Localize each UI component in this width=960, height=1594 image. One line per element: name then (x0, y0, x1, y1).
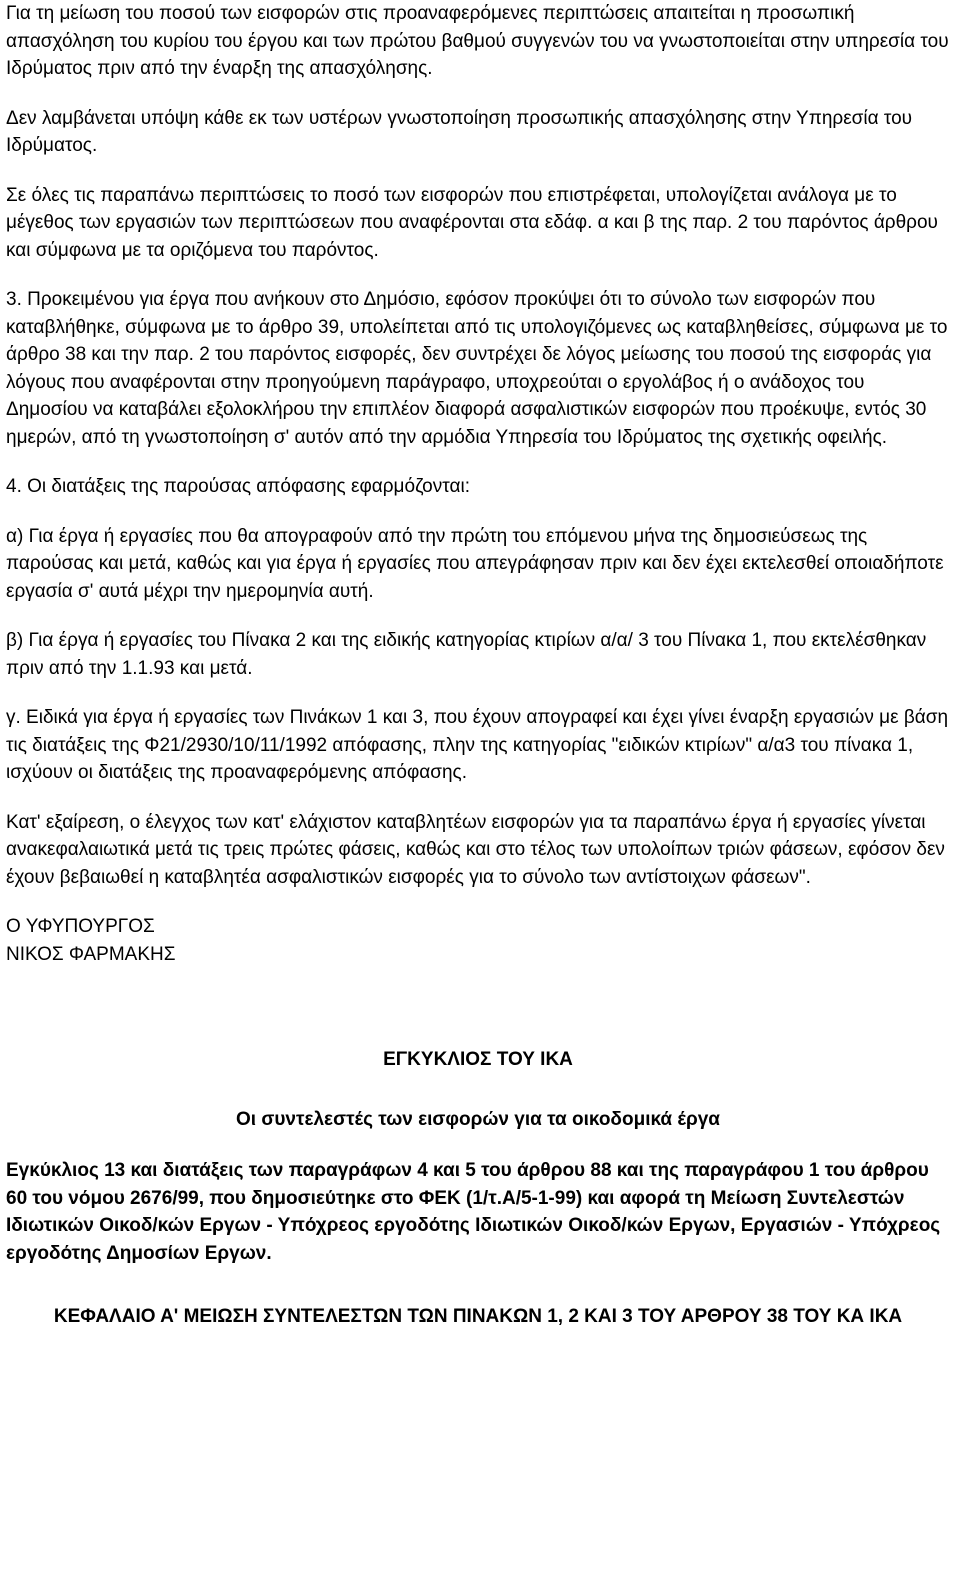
circular-subheading: Οι συντελεστές των εισφορών για τα οικοδομικά έργα (236, 1108, 720, 1130)
paragraph-exception: Κατ' εξαίρεση, ο έλεγχος των κατ' ελάχιστον καταβλητέων εισφορών για τα παραπάνω έργα ή εργασίες γίνεται ανακεφαλαιωτικά μετά τις τρεις πρώτες φάσεις, καθώς και στο τέλος των υπολοίπων τριών φάσεων, εφόσον δεν έχουν βεβαιωθεί η καταβλητέα ασφαλιστικών εισφορές για το σύνολο των αντίστοιχων φάσεων". (6, 811, 945, 888)
chapter-heading: ΚΕΦΑΛΑΙΟ Α' ΜΕΙΩΣΗ ΣΥΝΤΕΛΕΣΤΩΝ ΤΩΝ ΠΙΝΑΚΩΝ 1, 2 ΚΑΙ 3 ΤΟΥ ΑΡΘΡΟΥ 38 ΤΟΥ ΚΑ ΙΚΑ (53, 1306, 903, 1327)
paragraph-3-public-works: 3. Προκειμένου για έργα που ανήκουν στο Δημόσιο, εφόσον προκύψει ότι το σύνολο των εισφορών που καταβλήθηκε, σύμφωνα με το άρθρο 39, υπολείπεται από τις υπολογιζόμενες ως καταβληθείσες, σύμφωνα με το άρθρο 38 και την παρ. 2 του παρόντος εισφορές, δεν συντρέχει δε λόγος μείωσης του ποσού της εισφοράς για λόγους που αναφέρονται στην προηγούμενη παράγραφο, υποχρεούται ο εργολάβος ή ο ανάδοχος του Δημοσίου να καταβάλει εξολοκλήρου την επιπλέον διαφορά ασφαλιστικών εισφορών που προέκυψε, εντός 30 ημερών, από τη γνωστοποίηση σ' αυτόν από την αρμόδια Υπηρεσία του Ιδρύματος της σχετικής οφειλής. (6, 289, 948, 448)
paragraph-4c: γ. Ειδικά για έργα ή εργασίες των Πινάκων 1 και 3, που έχουν απογραφεί και έχει γίνει έναρξη εργασιών με βάση τις διατάξεις της Φ21/2930/10/11/1992 απόφασης, πλην της κατηγορίας "ειδικών κτιρίων" α/α3 του πίνακα 1, ισχύουν οι διατάξεις της προαναφερόμενης απόφασης. (6, 707, 949, 783)
circular-heading: ΕΓΚΥΚΛΙΟΣ ΤΟΥ ΙΚΑ (383, 1049, 573, 1070)
signature-title: Ο ΥΦΥΠΟΥΡΓΟΣ (6, 916, 155, 937)
signature-name: ΝΙΚΟΣ ΦΑΡΜΑΚΗΣ (6, 943, 176, 965)
paragraph-4a: α) Για έργα ή εργασίες που θα απογραφούν από την πρώτη του επόμενου μήνα της δημοσιεύσεως της παρούσας και μετά, καθώς και για έργα ή εργασίες που απεγράφησαν πριν και δεν έχει εκτελεσθεί οποιαδήποτε εργασία σ' αυτά μέχρι την ημερομηνία αυτή. (6, 525, 944, 602)
paragraph-late-notification: Δεν λαμβάνεται υπόψη κάθε εκ των υστέρων γνωστοποίηση προσωπικής απασχόλησης στην Υπηρεσία του Ιδρύματος. (6, 107, 913, 156)
circular-intro: Εγκύκλιος 13 και διατάξεις των παραγράφων 4 και 5 του άρθρου 88 και της παραγράφου 1 του άρθρου 60 του νόμου 2676/99, που δημοσιεύτηκε στο ΦΕΚ (1/τ.Α/5-1-99) και αφορά τη Μείωση Συντελεστών Ιδιωτικών Οικοδ/κών Εργων - Υπόχρεος εργοδότης Ιδιωτικών Οικοδ/κών Εργων, Εργασιών - Υπόχρεος εργοδότης Δημοσίων Εργων. (6, 1160, 941, 1264)
paragraph-4b: β) Για έργα ή εργασίες του Πίνακα 2 και της ειδικής κατηγορίας κτιρίων α/α/ 3 του Πίνακα 1, που εκτελέσθηκαν πριν από την 1.1.93 και μετά. (6, 630, 927, 679)
paragraph-personal-employment: Για τη μείωση του ποσού των εισφορών στις προαναφερόμενες περιπτώσεις απαιτείται η προσωπική απασχόληση του κυρίου του έργου και των πρώτου βαθμού συγγενών του να γνωστοποιείται στην υπηρεσία του Ιδρύματος πριν από την έναρξη της απασχόλησης. (6, 3, 949, 79)
paragraph-4-applicability: 4. Οι διατάξεις της παρούσας απόφασης εφαρμόζονται: (6, 476, 470, 497)
paragraph-refund-calculation: Σε όλες τις παραπάνω περιπτώσεις το ποσό των εισφορών που επιστρέφεται, υπολογίζεται ανάλογα με το μέγεθος των εργασιών των περιπτώσεων που αναφέρονται στα εδάφ. α και β της παρ. 2 του παρόντος άρθρου και σύμφωνα με τα οριζόμενα του παρόντος. (6, 184, 938, 261)
document-page (6, 0, 950, 1331)
